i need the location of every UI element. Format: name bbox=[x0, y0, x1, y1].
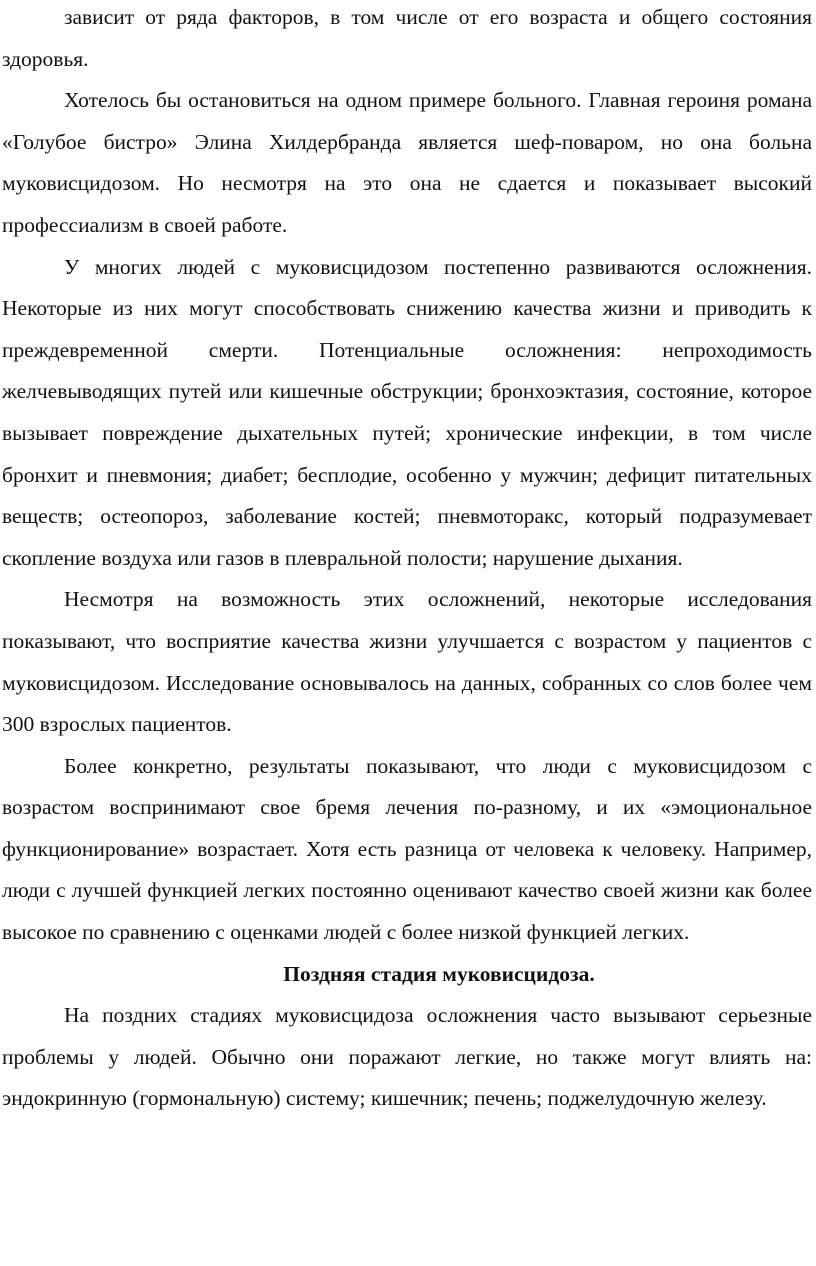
paragraph-late-stage: На поздних стадиях муковисцидоза осложнения часто вызывают серьезные проблемы у людей. Обычно они поражают легкие, но также могут влиять на: эндокринную (гормональную) систему; кишечник; печень; поджелудочную железу. bbox=[2, 1003, 812, 1111]
paragraph-quality-of-life: Несмотря на возможность этих осложнений, некоторые исследования показывают, что восприятие качества жизни улучшается с возрастом у пациентов с муковисцидозом. Исследование основывалось на данных, собранных со слов более чем 300 взрослых пациентов. bbox=[2, 587, 812, 737]
paragraph-example-patient: Хотелось бы остановиться на одном примере больного. Главная героиня романа «Голубое бистро» Элина Хилдербранда является шеф-поваром, но она больна муковисцидозом. Но несмотря на это она не сдается и показывает высокий профессиализм в своей работе. bbox=[2, 88, 812, 237]
paragraph-complications: У многих людей с муковисцидозом постепенно развиваются осложнения. Некоторые из них могут способствовать снижению качества жизни и приводить к преждевременной смерти. Потенциальные осложнения: непроходимость желчевыводящих путей или кишечные обструкции; бронхоэктазия, состояние, которое вызывает повреждение дыхательных путей; хронические инфекции, в том числе бронхит и пневмония; диабет; бесплодие, особенно у мужчин; дефицит питательных веществ; остеопороз, заболевание костей; пневмоторакс, который подразумевает скопление воздуха или газов в плевральной полости; нарушение дыхания. bbox=[2, 254, 812, 570]
paragraph-results: Более конкретно, результаты показывают, что люди с муковисцидозом с возрастом воспринимают свое бремя лечения по-разному, и их «эмоциональное функционирование» возрастает. Хотя есть разница от человека к человеку. Например, люди с лучшей функцией легких постоянно оценивают качество своей жизни как более высокое по сравнению с оценками людей с более низкой функцией легких. bbox=[2, 753, 812, 945]
paragraph-continuation: зависит от ряда факторов, в том числе от его возраста и общего состояния здоровья. bbox=[2, 5, 812, 71]
section-heading: Поздняя стадия муковисцидоза. bbox=[283, 961, 595, 986]
